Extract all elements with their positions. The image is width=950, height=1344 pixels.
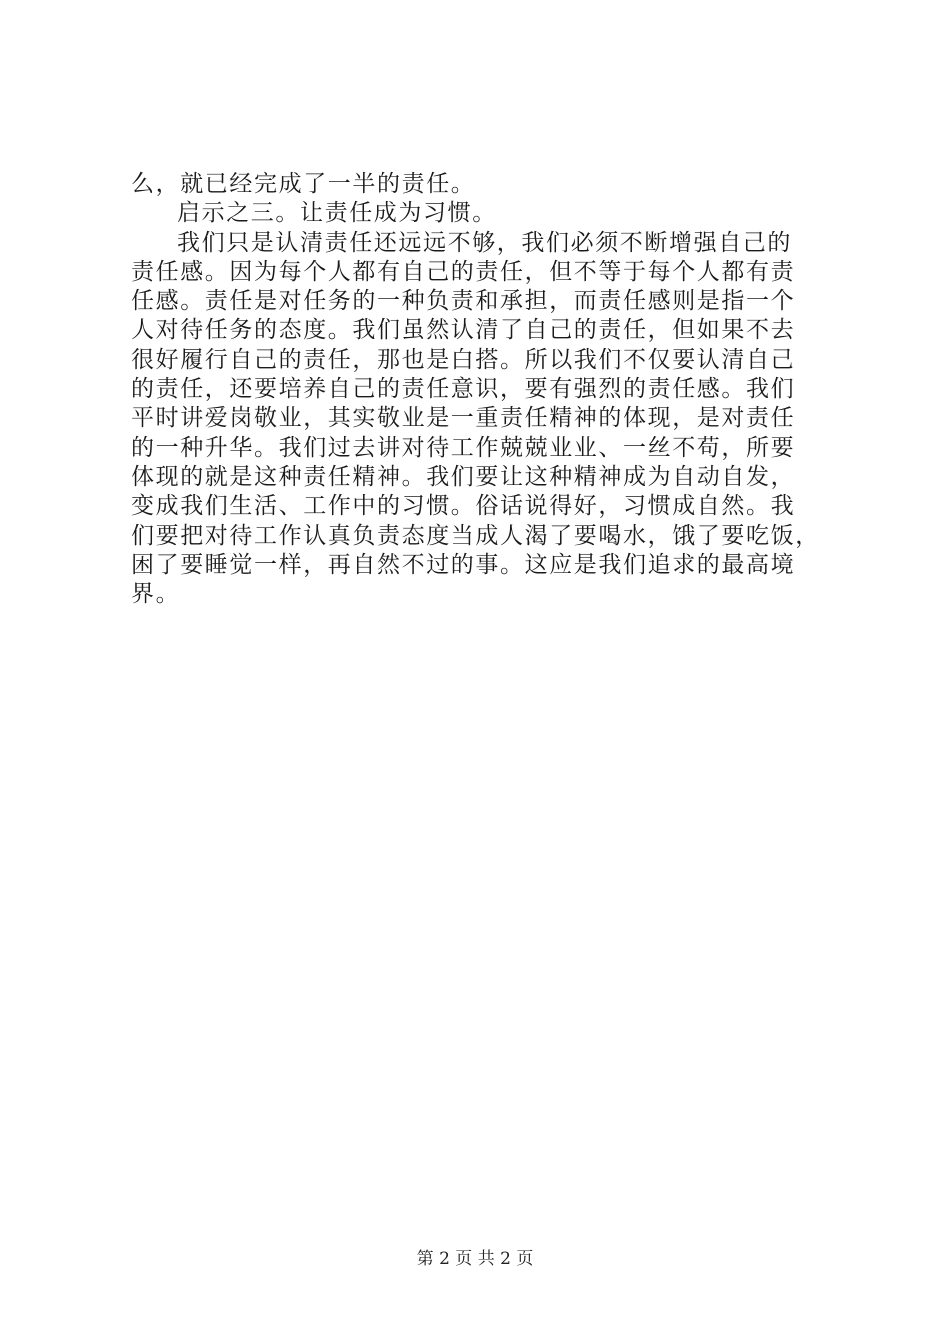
text-line: 体现的就是这种责任精神。我们要让这种精神成为自动自发， (131, 463, 796, 490)
text-line: 很好履行自己的责任，那也是白搭。所以我们不仅要认清自己 (131, 346, 796, 373)
text-line: 困了要睡觉一样，再自然不过的事。这应是我们追求的最高境 (131, 551, 796, 578)
text-line: 的一种升华。我们过去讲对待工作兢兢业业、一丝不苟，所要 (131, 434, 796, 461)
text-line: 的责任，还要培养自己的责任意识，要有强烈的责任感。我们 (131, 376, 796, 403)
text-line: 界。 (131, 581, 181, 608)
text-line: 任感。责任是对任务的一种负责和承担，而责任感则是指一个 (131, 288, 796, 315)
page-number-label: 第 2 页 共 2 页 (416, 1249, 534, 1269)
text-line: 平时讲爱岗敬业，其实敬业是一重责任精神的体现，是对责任 (131, 405, 796, 432)
text-line: 变成我们生活、工作中的习惯。俗话说得好，习惯成自然。我 (131, 493, 796, 520)
page-footer (0, 1244, 950, 1269)
text-line: 责任感。因为每个人都有自己的责任，但不等于每个人都有责 (131, 258, 796, 285)
text-line: 我们只是认清责任还远远不够，我们必须不断增强自己的 (177, 229, 792, 256)
text-line: 么，就已经完成了一半的责任。 (131, 171, 476, 197)
text-line: 启示之三。让责任成为习惯。 (177, 200, 497, 227)
body-text (131, 170, 831, 609)
text-line: 们要把对待工作认真负责态度当成人渴了要喝水，饿了要吃饭， (131, 522, 820, 549)
text-line: 人对待任务的态度。我们虽然认清了自己的责任，但如果不去 (131, 317, 796, 344)
